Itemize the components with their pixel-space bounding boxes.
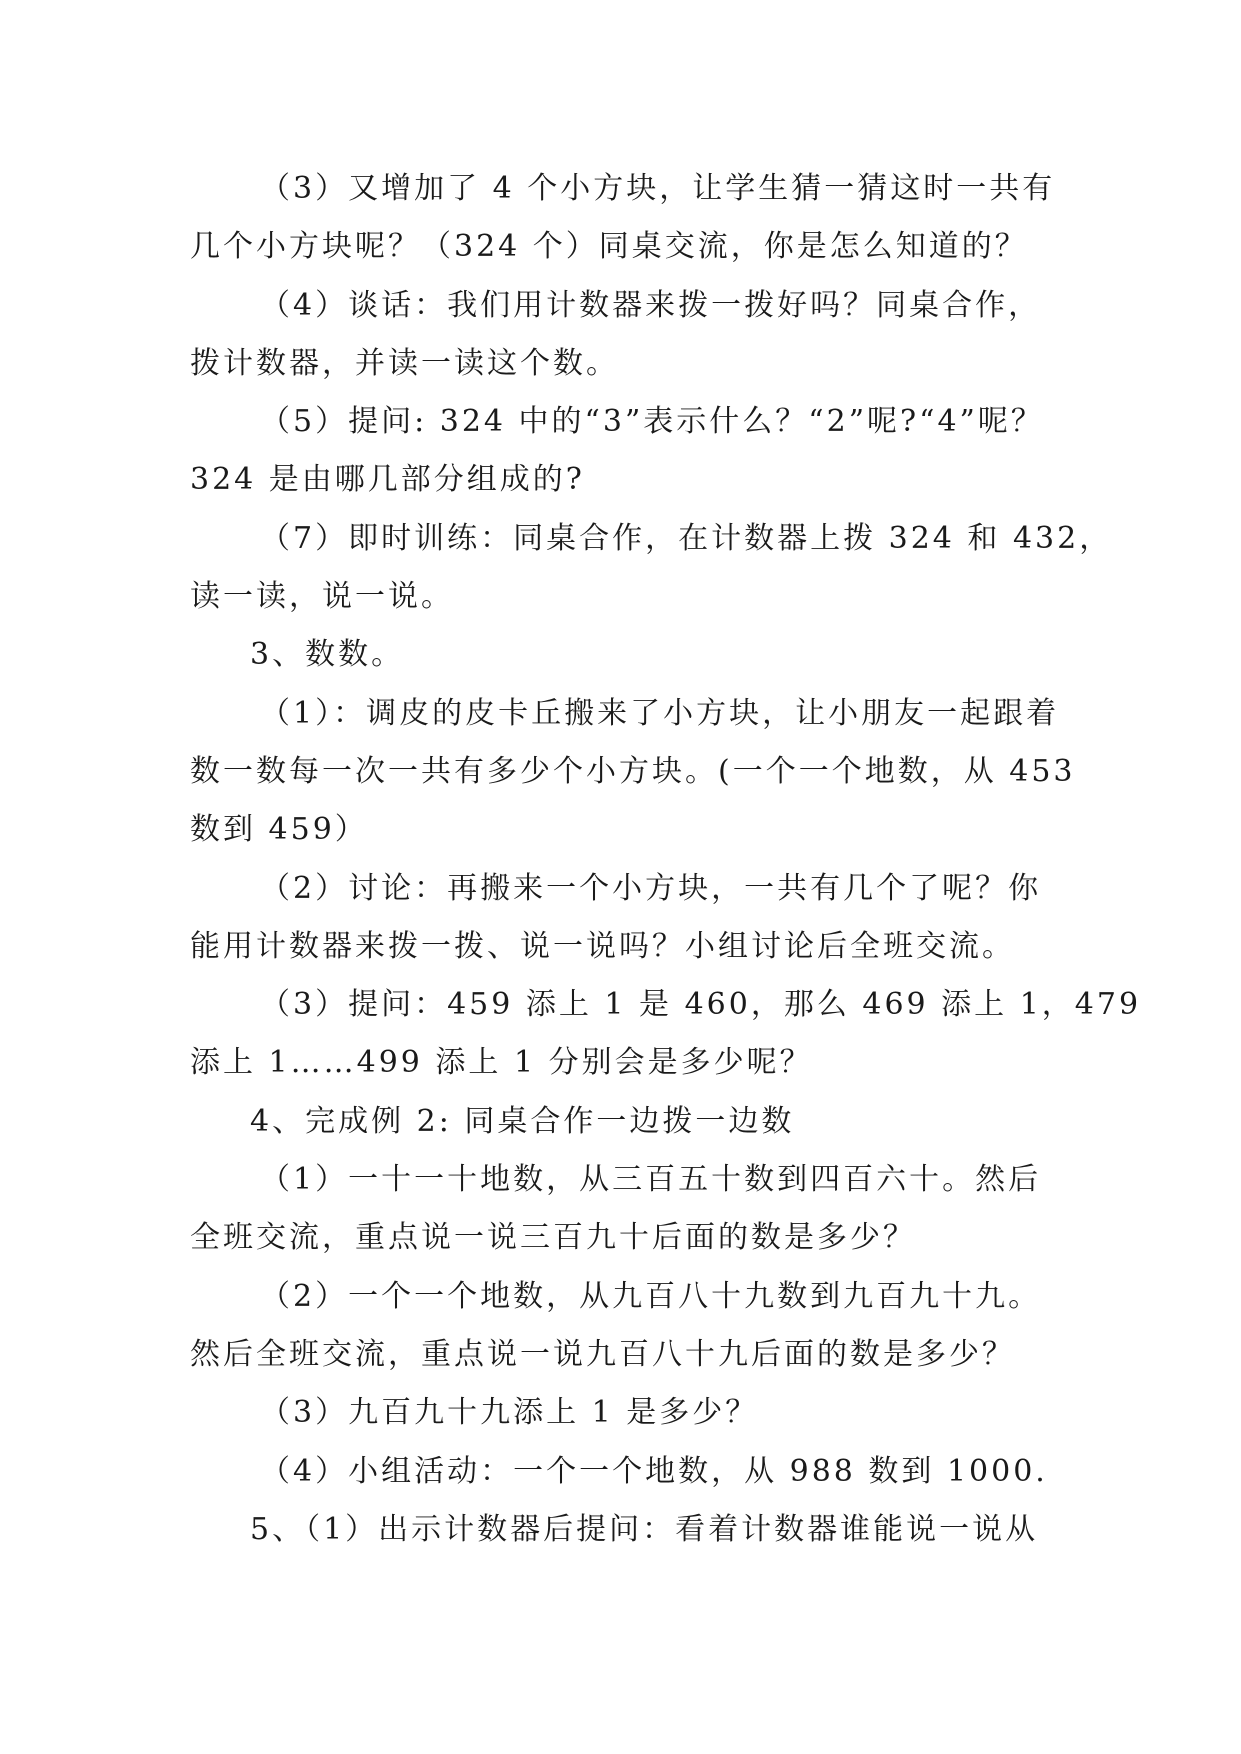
- text-line: 全班交流，重点说一说三百九十后面的数是多少？: [190, 1220, 916, 1256]
- section-heading: 4、完成例 2: 同桌合作一边拨一边数: [250, 1103, 795, 1139]
- text-line: 数到 459）: [190, 812, 368, 848]
- text-line: 读一读，说一说。: [190, 579, 454, 615]
- text-line: （1）一十一十地数，从三百五十数到四百六十。然后: [260, 1162, 1042, 1198]
- text-line: （7）即时训练：同桌合作，在计数器上拨 324 和 432，: [260, 520, 1113, 556]
- text-line: （4）小组活动：一个一个地数，从 988 数到 1000.: [260, 1453, 1048, 1489]
- text-line: （4）谈话：我们用计数器来拨一拨好吗？同桌合作，: [260, 287, 1042, 323]
- text-line: （3）提问：459 添上 1 是 460，那么 469 添上 1，479: [260, 987, 1142, 1023]
- section-heading: 3、数数。: [250, 637, 405, 673]
- text-line: 几个小方块呢？（324 个）同桌交流，你是怎么知道的？: [190, 229, 1028, 265]
- text-line: 324 是由哪几部分组成的?: [190, 462, 585, 498]
- text-line: （3）九百九十九添上 1 是多少？: [260, 1395, 759, 1431]
- text-line: （1）：调皮的皮卡丘搬来了小方块，让小朋友一起跟着: [260, 695, 1060, 731]
- text-line: 能用计数器来拨一拨、说一说吗？小组讨论后全班交流。: [190, 928, 1015, 964]
- text-line: （2）一个一个地数，从九百八十九数到九百九十九。: [260, 1278, 1042, 1314]
- document-body: [190, 160, 1142, 1559]
- section-heading: 5、（1）出示计数器后提问：看着计数器谁能说一说从: [250, 1511, 1039, 1547]
- text-line: （3）又增加了 4 个小方块，让学生猜一猜这时一共有: [260, 171, 1056, 206]
- text-line: （2）讨论：再搬来一个小方块，一共有几个了呢？你: [260, 870, 1042, 906]
- text-line: 然后全班交流，重点说一说九百八十九后面的数是多少？: [190, 1336, 1015, 1372]
- text-line: 数一数每一次一共有多少个小方块。(一个一个地数，从 453: [190, 753, 1076, 789]
- text-line: 添上 1……499 添上 1 分别会是多少呢？: [190, 1045, 813, 1081]
- text-line: 拨计数器，并读一读这个数。: [190, 345, 619, 381]
- text-line: （5）提问: 324 中的“3”表示什么？“2”呢?“4”呢？: [260, 404, 1044, 440]
